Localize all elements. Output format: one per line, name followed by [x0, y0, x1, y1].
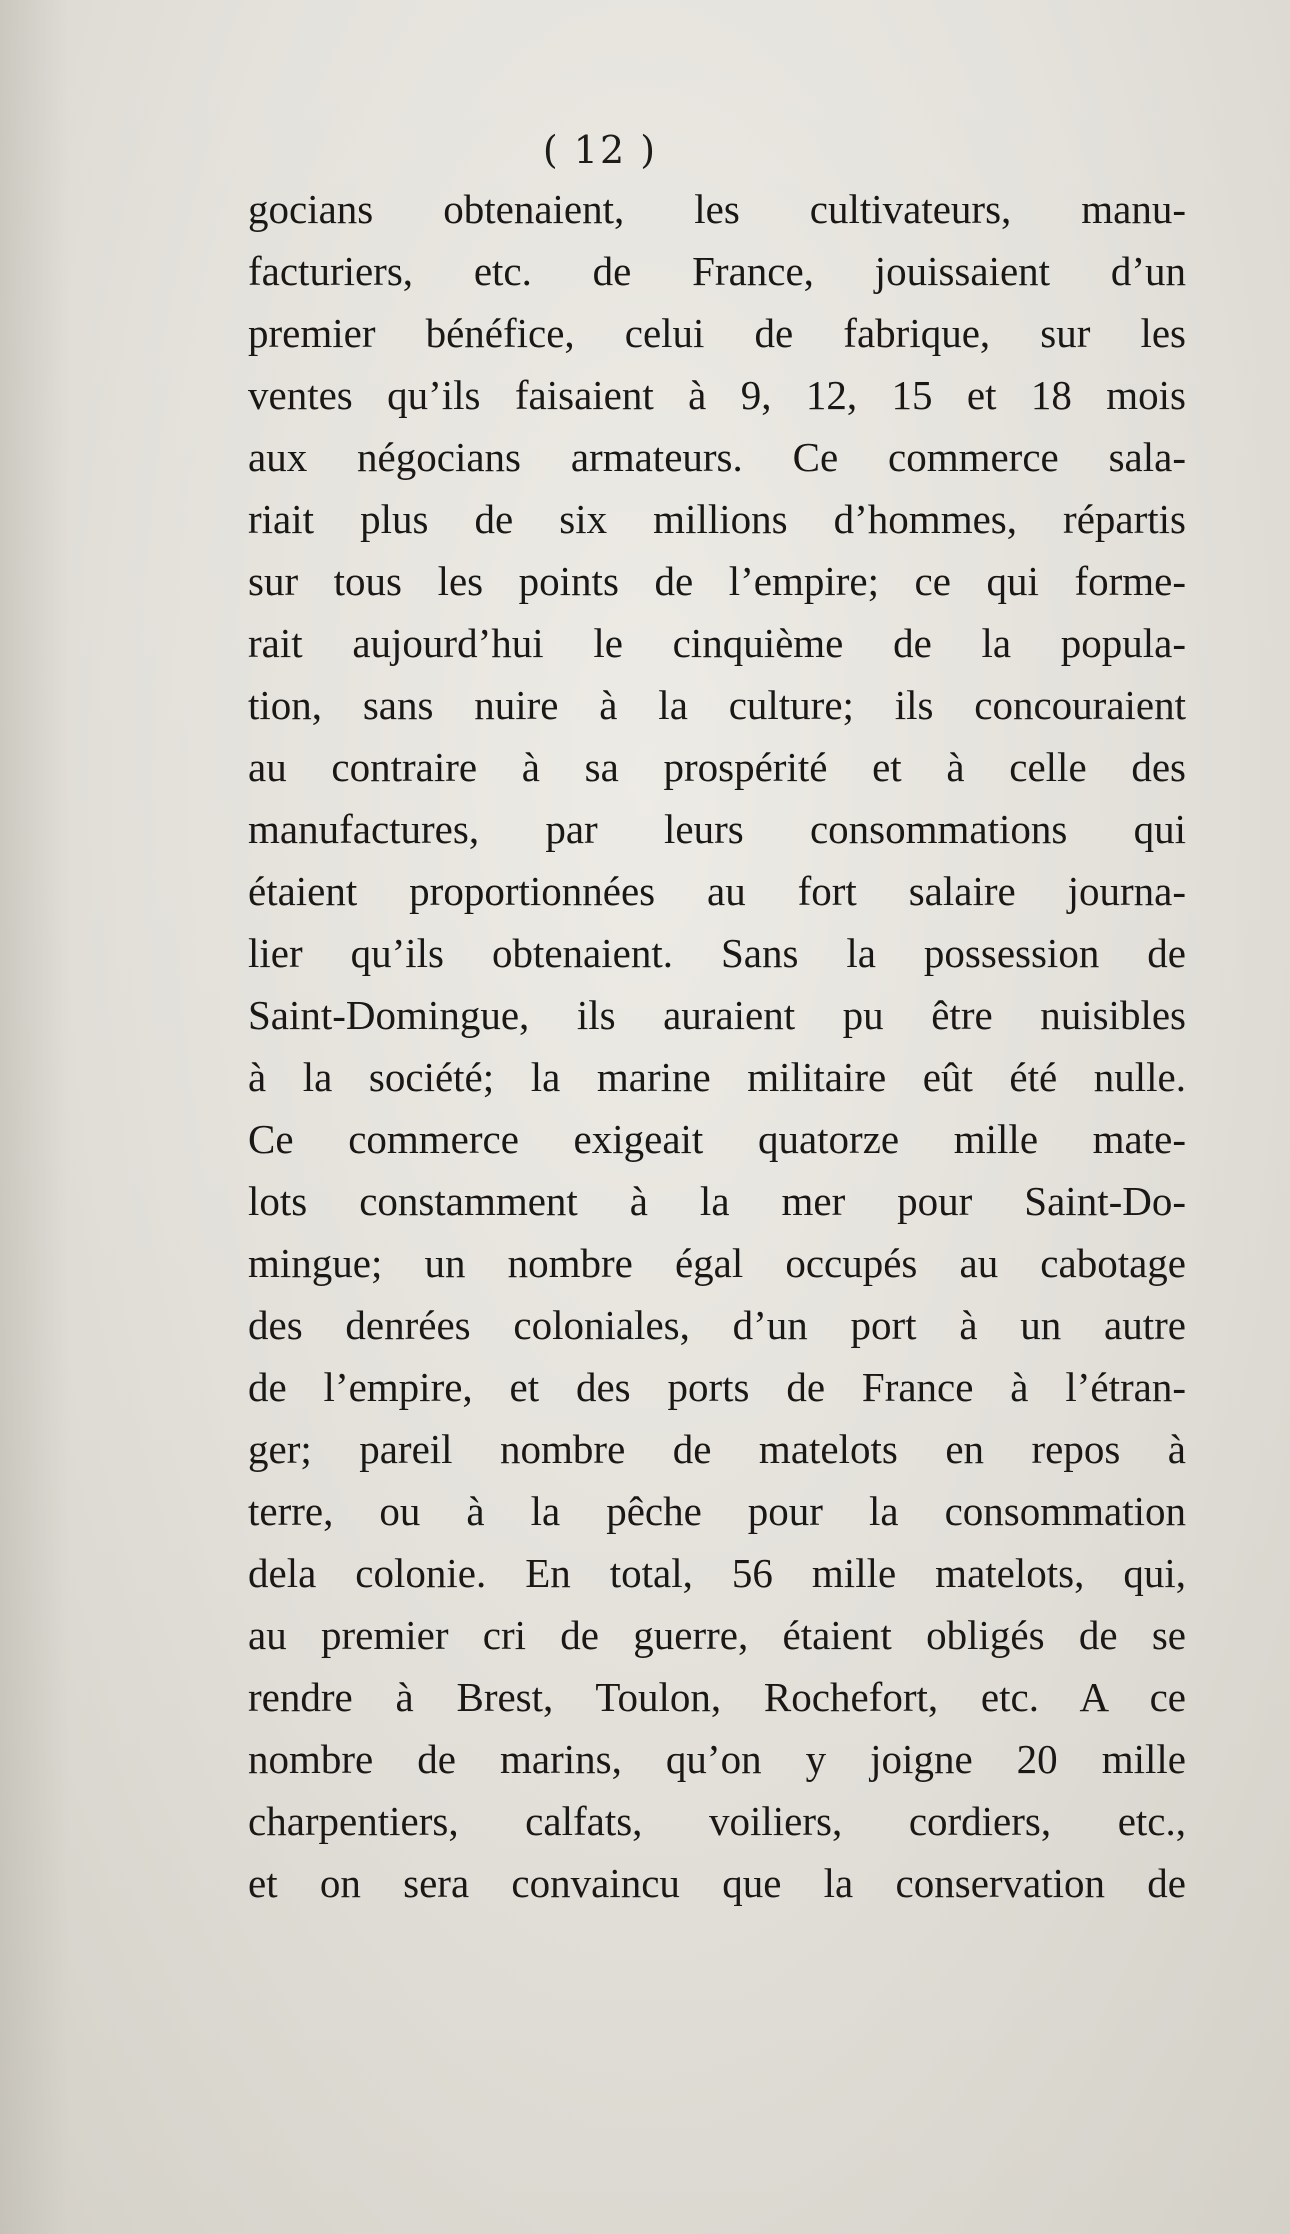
text-line: étaient proportionnées au fort salaire journa-: [248, 868, 1186, 914]
text-line: Ce commerce exigeait quatorze mille mate-: [248, 1116, 1186, 1162]
text-line: au premier cri de guerre, étaient obligés de se: [248, 1612, 1186, 1658]
text-line: ventes qu’ils faisaient à 9, 12, 15 et 18 mois: [248, 372, 1186, 418]
text-line: aux négocians armateurs. Ce commerce sala-: [248, 434, 1186, 480]
text-line: tion, sans nuire à la culture; ils concouraient: [248, 682, 1186, 728]
text-line: gocians obtenaient, les cultivateurs, manu-: [248, 186, 1186, 232]
text-line: facturiers, etc. de France, jouissaient d’un: [248, 248, 1186, 294]
page-number: ( 12 ): [542, 128, 658, 172]
text-line: terre, ou à la pêche pour la consommation: [248, 1488, 1186, 1534]
text-line: des denrées coloniales, d’un port à un autre: [248, 1302, 1186, 1348]
text-line: premier bénéfice, celui de fabrique, sur les: [248, 310, 1186, 356]
text-line: nombre de marins, qu’on y joigne 20 mille: [248, 1736, 1186, 1782]
gutter-shadow: [0, 0, 70, 2234]
text-line: à la société; la marine militaire eût été nulle.: [248, 1054, 1186, 1100]
text-line: mingue; un nombre égal occupés au cabotage: [248, 1240, 1186, 1286]
text-line: de l’empire, et des ports de France à l’étran-: [248, 1364, 1186, 1410]
text-line: ger; pareil nombre de matelots en repos à: [248, 1426, 1186, 1472]
text-line: riait plus de six millions d’hommes, répartis: [248, 496, 1186, 542]
text-line: sur tous les points de l’empire; ce qui forme-: [248, 558, 1186, 604]
text-line: au contraire à sa prospérité et à celle des: [248, 744, 1186, 790]
text-line: Saint-Domingue, ils auraient pu être nuisibles: [248, 992, 1186, 1038]
text-line: rait aujourd’hui le cinquième de la popula-: [248, 620, 1186, 666]
text-line: lots constamment à la mer pour Saint-Do-: [248, 1178, 1186, 1224]
text-line: dela colonie. En total, 56 mille matelots, qui,: [248, 1550, 1186, 1596]
text-line: rendre à Brest, Toulon, Rochefort, etc. A ce: [248, 1674, 1186, 1720]
text-line: charpentiers, calfats, voiliers, cordiers, etc.,: [248, 1798, 1186, 1844]
text-line: et on sera convaincu que la conservation de: [248, 1860, 1186, 1906]
text-line: manufactures, par leurs consommations qui: [248, 806, 1186, 852]
text-line: lier qu’ils obtenaient. Sans la possession de: [248, 930, 1186, 976]
body-text: [248, 178, 1186, 1914]
